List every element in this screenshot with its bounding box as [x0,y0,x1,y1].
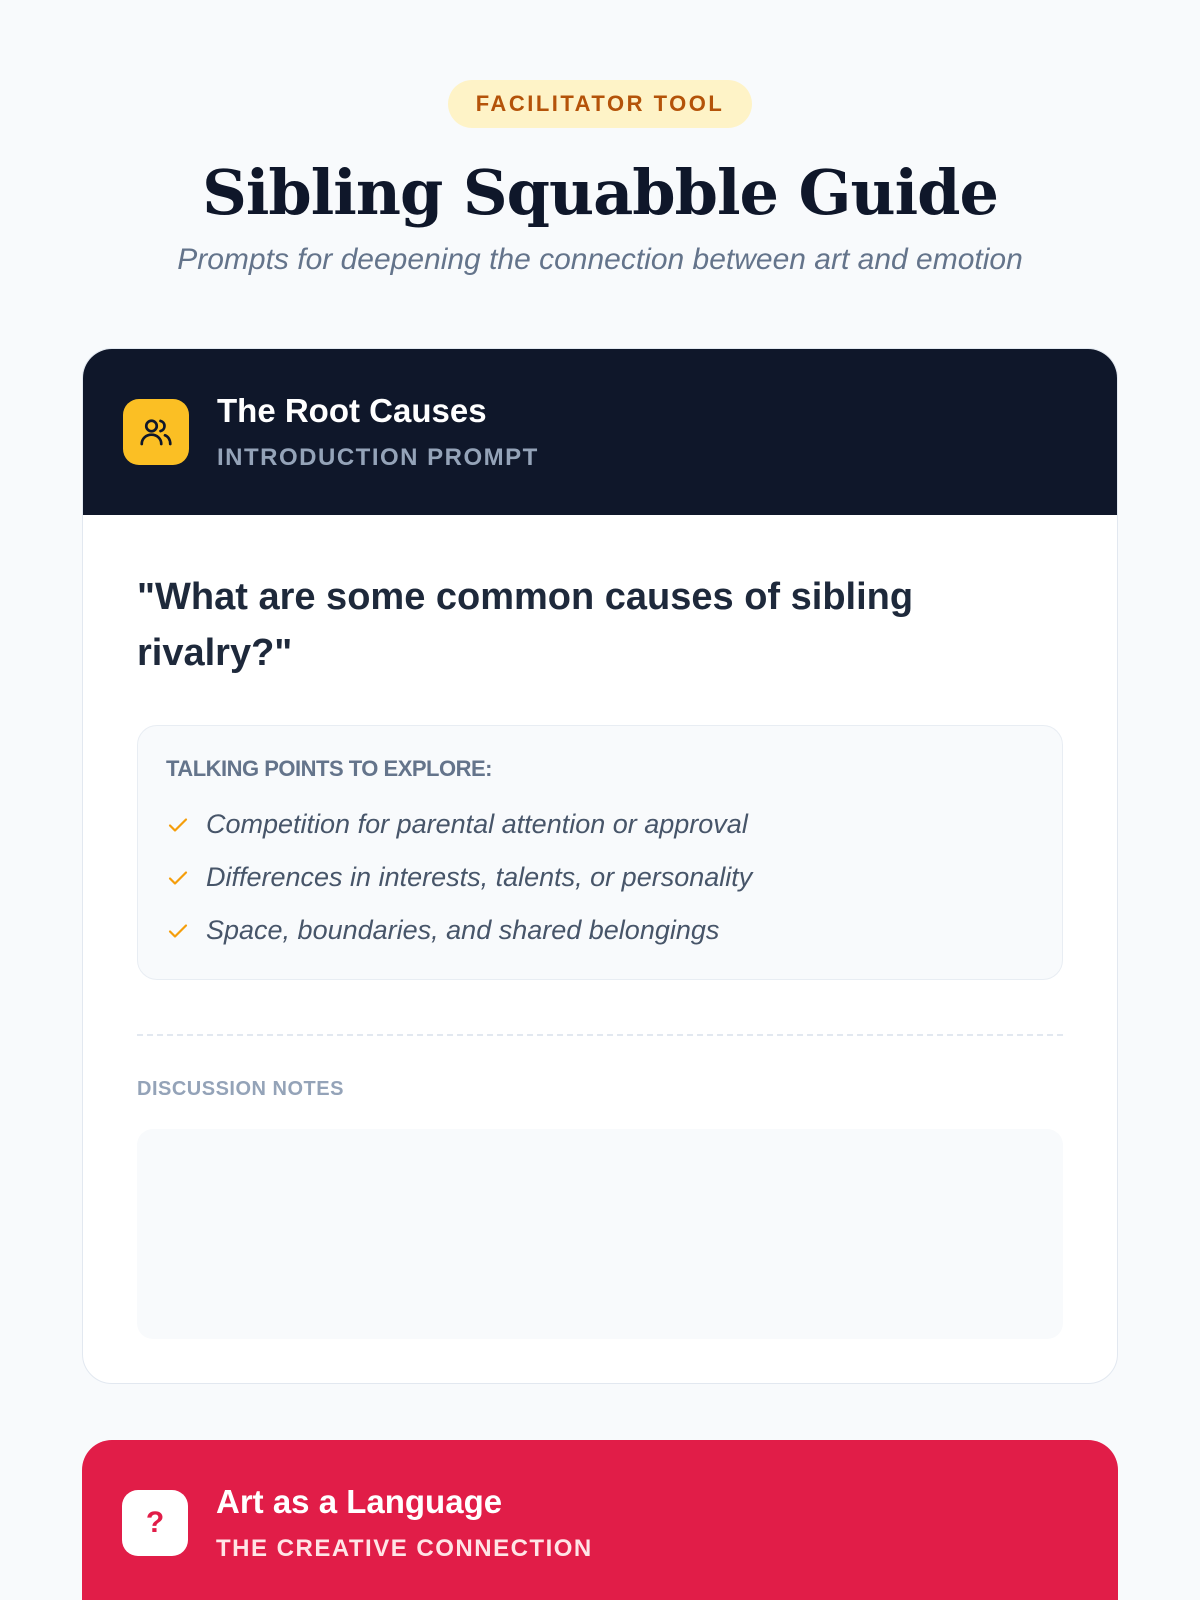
page-header [0,0,1200,277]
card-body [83,515,1117,1344]
check-icon [166,919,190,943]
talking-point-text: Differences in interests, talents, or personality [206,862,753,892]
talking-point-text: Competition for parental attention or approval [206,809,748,839]
divider [137,1034,1063,1036]
facilitator-badge: FACILITATOR TOOL [448,80,753,128]
card-subtitle: THE CREATIVE CONNECTION [216,1535,593,1562]
card-title: Art as a Language [216,1483,503,1520]
discussion-notes-label: DISCUSSION NOTES [137,1078,344,1100]
page-title: Sibling Squabble Guide [202,156,998,229]
talking-points-label: TALKING POINTS TO EXPLORE: [166,756,492,781]
question-icon: ? [122,1490,188,1556]
talking-points-box [137,725,1063,980]
card-title: The Root Causes [217,392,487,429]
discussion-notes-input[interactable] [137,1129,1063,1339]
prompt-question: "What are some common causes of sibling rivalry?" [137,576,914,674]
list-item [166,798,1034,851]
page-subtitle: Prompts for deepening the connection between art and emotion [177,243,1023,276]
card-header [82,1440,1118,1600]
card-header [83,349,1117,515]
prompt-card-root-causes [82,348,1118,1384]
list-item [166,904,1034,957]
check-icon [166,866,190,890]
check-icon [166,813,190,837]
users-icon [123,399,189,465]
prompt-card-art-language [82,1440,1118,1600]
card-header-text [217,392,539,472]
talking-point-text: Space, boundaries, and shared belongings [206,915,720,945]
card-header-text [216,1483,593,1563]
talking-points-list [166,798,1034,957]
card-subtitle: INTRODUCTION PROMPT [217,444,539,471]
list-item [166,851,1034,904]
